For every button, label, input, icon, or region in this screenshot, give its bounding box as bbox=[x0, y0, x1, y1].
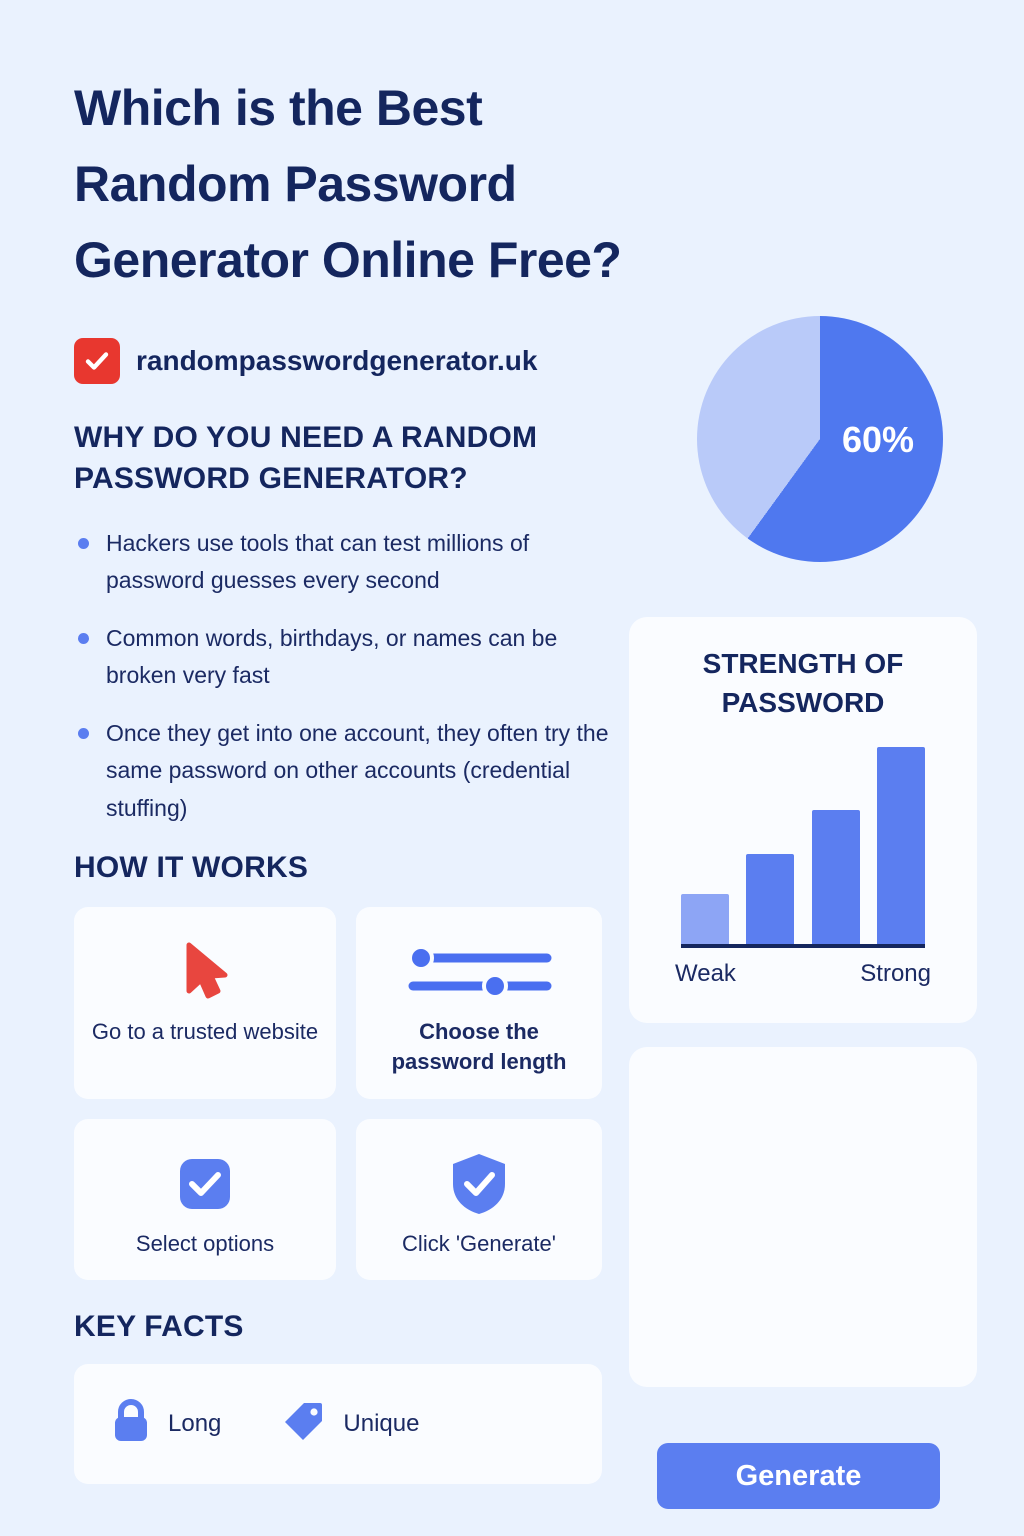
left-column bbox=[74, 70, 622, 1484]
axis-label-weak: Weak bbox=[675, 960, 736, 988]
how-step-card-4[interactable] bbox=[356, 1119, 602, 1281]
strength-axis-labels bbox=[675, 960, 931, 988]
how-step-card-3[interactable] bbox=[74, 1119, 336, 1281]
axis-label-strong: Strong bbox=[860, 960, 931, 988]
cursor-arrow-icon bbox=[84, 933, 326, 1011]
password-output-panel bbox=[629, 1047, 977, 1387]
key-fact-label: Unique bbox=[343, 1410, 420, 1438]
lock-icon bbox=[110, 1398, 152, 1451]
pie-chart bbox=[697, 316, 943, 562]
key-facts-card bbox=[74, 1364, 602, 1484]
brand-name: randompasswordgenerator.uk bbox=[136, 345, 538, 376]
pie-chart-value: 60% bbox=[842, 419, 915, 460]
why-bullet-list bbox=[74, 525, 614, 827]
list-item: Once they get into one account, they often try the same password on other accounts (credential stuffing) bbox=[74, 715, 614, 827]
bar-3 bbox=[812, 810, 860, 944]
checkbox-icon bbox=[84, 1145, 326, 1223]
key-fact-long bbox=[110, 1398, 221, 1451]
how-step-card-1[interactable] bbox=[74, 907, 336, 1098]
sliders-icon bbox=[366, 933, 592, 1011]
bar-2 bbox=[746, 854, 794, 944]
strength-card bbox=[629, 617, 977, 1023]
strength-title: STRENGTH OF PASSWORD bbox=[702, 648, 904, 718]
how-step-card-2[interactable] bbox=[356, 907, 602, 1098]
key-facts-heading: KEY FACTS bbox=[74, 1310, 244, 1344]
tag-icon bbox=[281, 1398, 327, 1451]
bar-4 bbox=[877, 747, 925, 944]
key-fact-label: Long bbox=[168, 1410, 222, 1438]
strength-bar-chart bbox=[681, 744, 925, 948]
generate-button[interactable]: Generate bbox=[657, 1443, 940, 1509]
bar-1 bbox=[681, 894, 729, 944]
brand-row bbox=[74, 338, 614, 384]
list-item: Hackers use tools that can test millions of password guesses every second bbox=[74, 525, 614, 600]
page-title: Which is the Best Random Password Generator Online Free? bbox=[74, 80, 622, 288]
check-icon bbox=[74, 338, 120, 384]
why-heading: WHY DO YOU NEED A RANDOM PASSWORD GENERATOR? bbox=[74, 421, 538, 495]
how-step-label: Click 'Generate' bbox=[402, 1230, 556, 1256]
key-fact-unique bbox=[281, 1398, 419, 1451]
list-item: Common words, birthdays, or names can be broken very fast bbox=[74, 620, 614, 695]
how-it-works-grid bbox=[74, 907, 614, 1280]
how-step-label: Choose the password length bbox=[391, 1019, 567, 1075]
how-step-label: Select options bbox=[135, 1230, 275, 1256]
how-step-label: Go to a trusted website bbox=[91, 1019, 319, 1045]
shield-check-icon bbox=[366, 1145, 592, 1223]
how-it-works-heading: HOW IT WORKS bbox=[74, 851, 309, 885]
